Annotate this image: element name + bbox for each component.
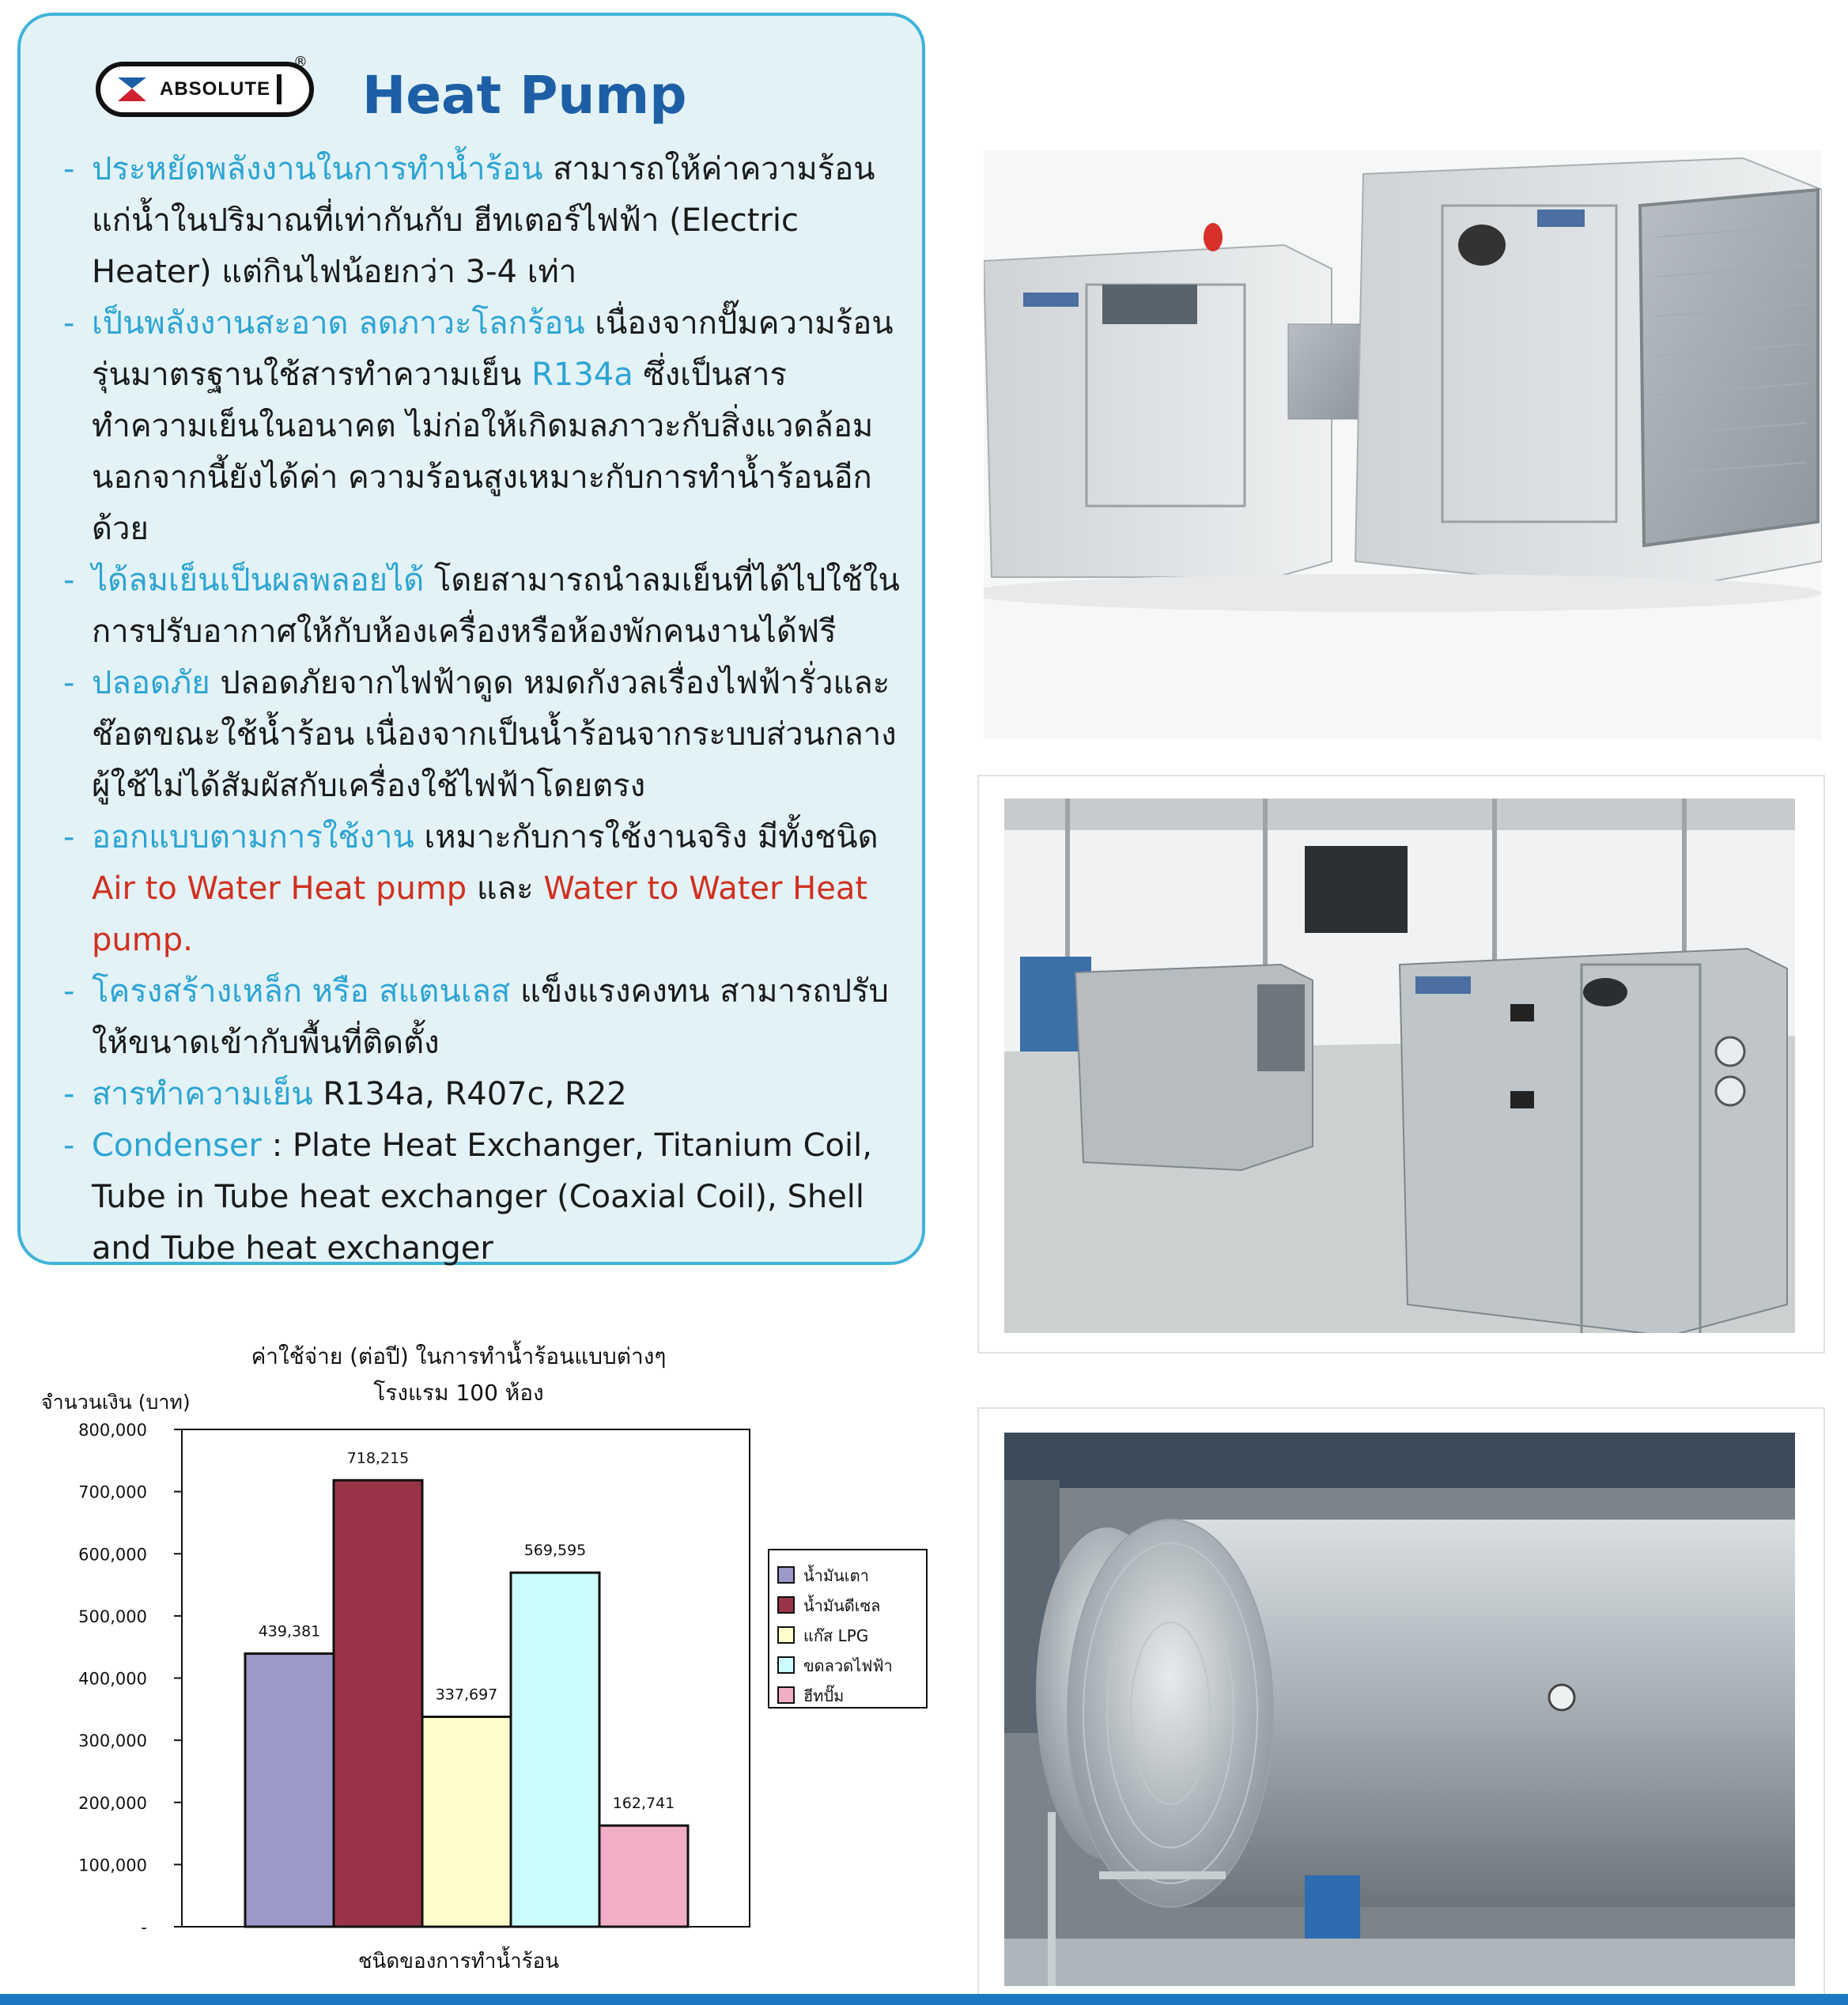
legend-label: น้ำมันเตา <box>803 1566 869 1585</box>
legend-swatch <box>778 1567 794 1583</box>
feature-text: สามารถให้ค่าความร้อนแก่น้ำในปริมาณที่เท่ากันกับ ฮีทเตอร์ไฟฟ้า (Electric Heater) แต่กินไฟน้อยกว่า 3-4 เท่า <box>92 151 875 290</box>
feature-highlight: โครงสร้างเหล็ก หรือ สแตนเลส <box>92 973 511 1010</box>
feature-item: - โครงสร้างเหล็ก หรือ สแตนเลส แข็งแรงคงทน สามารถปรับให้ขนาดเข้ากับพื้นที่ติดตั้ง <box>63 973 889 1061</box>
feature-highlight: ปลอดภัย <box>92 665 210 701</box>
type-water-to-water: Water to Water Heat pump. <box>92 870 868 958</box>
feature-item: - ประหยัดพลังงานในการทำน้ำร้อน สามารถให้ค่าความร้อนแก่น้ำในปริมาณที่เท่ากันกับ ฮีทเตอร์ไฟฟ้า (Electric Heater) แต่กินไฟน้อยกว่า 3-4 เท่า <box>63 151 875 290</box>
feature-text: เนื่องจากปั๊มความร้อนรุ่นมาตรฐานใช้สารทำความเย็น <box>92 305 894 393</box>
y-tick-label: 700,000 <box>78 1482 147 1502</box>
bar <box>245 1654 334 1927</box>
type-air-to-water: Air to Water Heat pump <box>92 870 467 907</box>
feature-item: - ปลอดภัย ปลอดภัยจากไฟฟ้าดูด หมดกังวลเรื่องไฟฟ้ารั่วและช๊อตขณะใช้น้ำร้อน เนื่องจากเป็นน้ำร้อนจากระบบส่วนกลาง ผู้ใช้ไม่ได้สัมผัสกับเครื่องใช้ไฟฟ้าโดยตรง <box>63 665 897 804</box>
feature-text: : Plate Heat Exchanger, Titanium Coil, Tube in Tube heat exchanger (Coaxial Coil), Shell and Tube heat exchanger <box>92 1127 872 1267</box>
y-tick-label: 300,000 <box>78 1731 147 1751</box>
feature-highlight: Condenser <box>92 1127 262 1164</box>
chart-x-axis-label: ชนิดของการทำน้ำร้อน <box>357 1950 560 1973</box>
bar <box>334 1480 422 1927</box>
legend-label: ขดลวดไฟฟ้า <box>803 1656 893 1675</box>
brand-name: ABSOLUTE <box>160 78 270 100</box>
feature-item: - เป็นพลังงานสะอาด ลดภาวะโลกร้อน เนื่องจากปั๊มความร้อนรุ่นมาตรฐานใช้สารทำความเย็น R134a ซึ่งเป็นสารทำความเย็นในอนาคต ไม่ก่อให้เกิดมลภาวะกับสิ่งแวดล้อม นอกจากนี้ยังได้ค่า ความร้อนสูงเหมาะกับการทำน้ำร้อนอีกด้วย <box>63 305 894 547</box>
y-tick-label: 800,000 <box>78 1421 147 1440</box>
feature-text: ปลอดภัยจากไฟฟ้าดูด หมดกังวลเรื่องไฟฟ้ารั่วและช๊อตขณะใช้น้ำร้อน เนื่องจากเป็นน้ำร้อนจากระบบส่วนกลาง ผู้ใช้ไม่ได้สัมผัสกับเครื่องใช้ไฟฟ้าโดยตรง <box>92 665 897 804</box>
feature-highlight: เป็นพลังงานสะอาด ลดภาวะโลกร้อน <box>92 305 585 342</box>
feature-item: - ออกแบบตามการใช้งาน เหมาะกับการใช้งานจริง มีทั้งชนิด Air to Water Heat pump และ Water to Water Heat pump. <box>63 819 879 958</box>
chart-subtitle: โรงแรม 100 ห้อง <box>373 1380 544 1406</box>
bar-value-label: 439,381 <box>258 1622 321 1641</box>
feature-text: และ <box>467 870 544 907</box>
bar-value-label: 718,215 <box>346 1449 410 1467</box>
legend-swatch <box>778 1597 794 1613</box>
feature-text: ซึ่งเป็นสารทำความเย็นในอนาคต ไม่ก่อให้เกิดมลภาวะกับสิ่งแวดล้อม นอกจากนี้ยังได้ค่า ความร้อนสูงเหมาะกับการทำน้ำร้อนอีกด้วย <box>92 357 874 547</box>
y-tick-label: 200,000 <box>78 1793 147 1813</box>
chart-title: ค่าใช้จ่าย (ต่อปี) ในการทำน้ำร้อนแบบต่างๆ <box>251 1343 667 1369</box>
feature-highlight: ได้ลมเย็นเป็นผลพลอยได้ <box>92 562 425 598</box>
feature-text: เหมาะกับการใช้งานจริง มีทั้งชนิด <box>414 819 879 855</box>
legend-swatch <box>778 1657 794 1673</box>
y-tick-label: 500,000 <box>78 1607 147 1626</box>
chart-y-axis-label: จำนวนเงิน (บาท) <box>41 1391 191 1414</box>
legend-swatch <box>778 1687 794 1703</box>
feature-text: โดยสามารถนำลมเย็นที่ได้ไปใช้ในการปรับอากาศให้กับห้องเครื่องหรือห้องพักคนงานได้ฟรี <box>92 562 900 650</box>
page-title: Heat Pump <box>362 65 687 126</box>
feature-item: - Condenser : Plate Heat Exchanger, Titanium Coil, Tube in Tube heat exchanger (Coaxial Coil), Shell and Tube heat exchanger <box>63 1127 872 1267</box>
legend-swatch <box>778 1627 794 1643</box>
legend-label: ฮีทปั๊ม <box>803 1686 845 1705</box>
feature-item: - สารทำความเย็น R134a, R407c, R22 <box>63 1076 627 1112</box>
legend-label: แก๊ส LPG <box>803 1626 869 1645</box>
y-tick-label: - <box>141 1918 147 1937</box>
bar <box>599 1826 688 1927</box>
bar-value-label: 569,595 <box>523 1542 587 1560</box>
feature-highlight: ประหยัดพลังงานในการทำน้ำร้อน <box>92 151 543 187</box>
bar-value-label: 337,697 <box>435 1686 498 1704</box>
bar <box>422 1716 511 1927</box>
legend-label: น้ำมันดีเซล <box>803 1596 881 1615</box>
bottom-accent-bar <box>0 1994 1848 2005</box>
registered-mark: ® <box>293 54 308 70</box>
feature-highlight: ออกแบบตามการใช้งาน <box>92 819 414 855</box>
bar-value-label: 162,741 <box>612 1795 675 1813</box>
refrigerant-highlight: R134a <box>531 357 633 393</box>
y-tick-label: 400,000 <box>78 1669 147 1689</box>
y-tick-label: 100,000 <box>78 1856 147 1875</box>
y-tick-label: 600,000 <box>78 1545 147 1565</box>
feature-item: - ได้ลมเย็นเป็นผลพลอยได้ โดยสามารถนำลมเย็นที่ได้ไปใช้ในการปรับอากาศให้กับห้องเครื่องหรือห้องพักคนงานได้ฟรี <box>63 562 900 650</box>
feature-highlight: สารทำความเย็น <box>92 1076 313 1112</box>
bar <box>511 1573 599 1927</box>
feature-text: R134a, R407c, R22 <box>312 1076 627 1112</box>
feature-text: แข็งแรงคงทน สามารถปรับให้ขนาดเข้ากับพื้นที่ติดตั้ง <box>92 973 889 1061</box>
